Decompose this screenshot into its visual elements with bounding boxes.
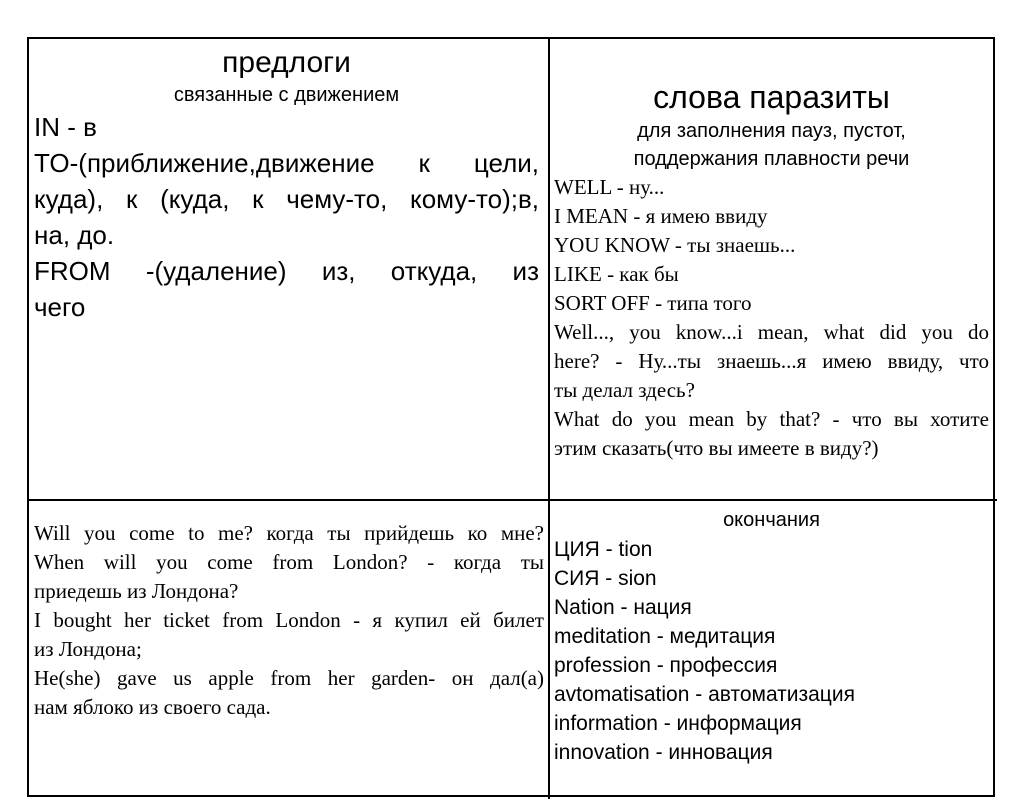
vocabulary-table [27, 37, 995, 797]
endings-line: innovation - инновация [554, 741, 773, 764]
endings-line: profession - профессия [554, 654, 778, 677]
examples-line: из Лондона; [34, 637, 142, 661]
endings-line: СИЯ - sion [554, 567, 657, 590]
endings-title: окончания [723, 509, 820, 531]
filler-words-line: here? - Ну...ты знаешь...я имею ввиду, что [554, 349, 989, 373]
column-divider [548, 39, 550, 799]
examples-line: нам яблоко из своего сада. [34, 695, 271, 719]
examples-line: When will you come from London? - когда ты [34, 550, 544, 574]
endings-line: avtomatisation - автоматизация [554, 683, 855, 706]
filler-words-lines [554, 173, 989, 463]
filler-words-line: SORT OFF - типа того [554, 291, 752, 315]
examples-line: приедешь из Лондона? [34, 579, 239, 603]
prepositions-line: IN - в [34, 112, 97, 142]
prepositions-line: чего [34, 292, 86, 322]
filler-words-line: ты делал здесь? [554, 378, 695, 402]
prepositions-line: на, до. [34, 220, 115, 250]
filler-words-title: слова паразиты [653, 79, 890, 115]
row-divider [29, 499, 997, 501]
cell-endings [554, 507, 989, 777]
endings-line: meditation - медитация [554, 625, 776, 648]
filler-words-subtitle-1: для заполнения пауз, пустот, [637, 120, 906, 142]
endings-line: Nation - нация [554, 596, 692, 619]
filler-words-line: I MEAN - я имею ввиду [554, 204, 768, 228]
prepositions-lines [34, 109, 539, 325]
prepositions-title: предлоги [222, 46, 351, 79]
prepositions-subtitle: связанные с движением [173, 84, 400, 106]
cell-prepositions [34, 45, 539, 495]
cell-filler-words [554, 45, 989, 495]
endings-line: information - информация [554, 712, 802, 735]
prepositions-line: FROM -(удаление) из, откуда, из [34, 256, 539, 286]
examples-lines [34, 519, 544, 722]
filler-words-line: LIKE - как бы [554, 262, 679, 286]
examples-line: He(she) gave us apple from her garden- он дал(а) [34, 666, 544, 690]
filler-words-line: YOU KNOW - ты знаешь... [554, 233, 796, 257]
prepositions-line: куда), к (куда, к чему-то, кому-то);в, [34, 184, 539, 214]
examples-line: Will you come to me? когда ты прийдешь ко мне? [34, 521, 544, 545]
prepositions-line: TO-(приближение,движение к цели, [34, 148, 539, 178]
examples-line: I bought her ticket from London - я купил ей билет [34, 608, 544, 632]
filler-words-subtitle-2: поддержания плавности речи [633, 148, 910, 170]
filler-words-line: Well..., you know...i mean, what did you do [554, 320, 989, 344]
endings-lines [554, 535, 989, 767]
cell-examples [34, 507, 544, 777]
filler-words-line: этим сказать(что вы имеете в виду?) [554, 436, 879, 460]
filler-words-line: What do you mean by that? - что вы хотите [554, 407, 989, 431]
filler-words-line: WELL - ну... [554, 175, 665, 199]
endings-line: ЦИЯ - tion [554, 538, 653, 561]
